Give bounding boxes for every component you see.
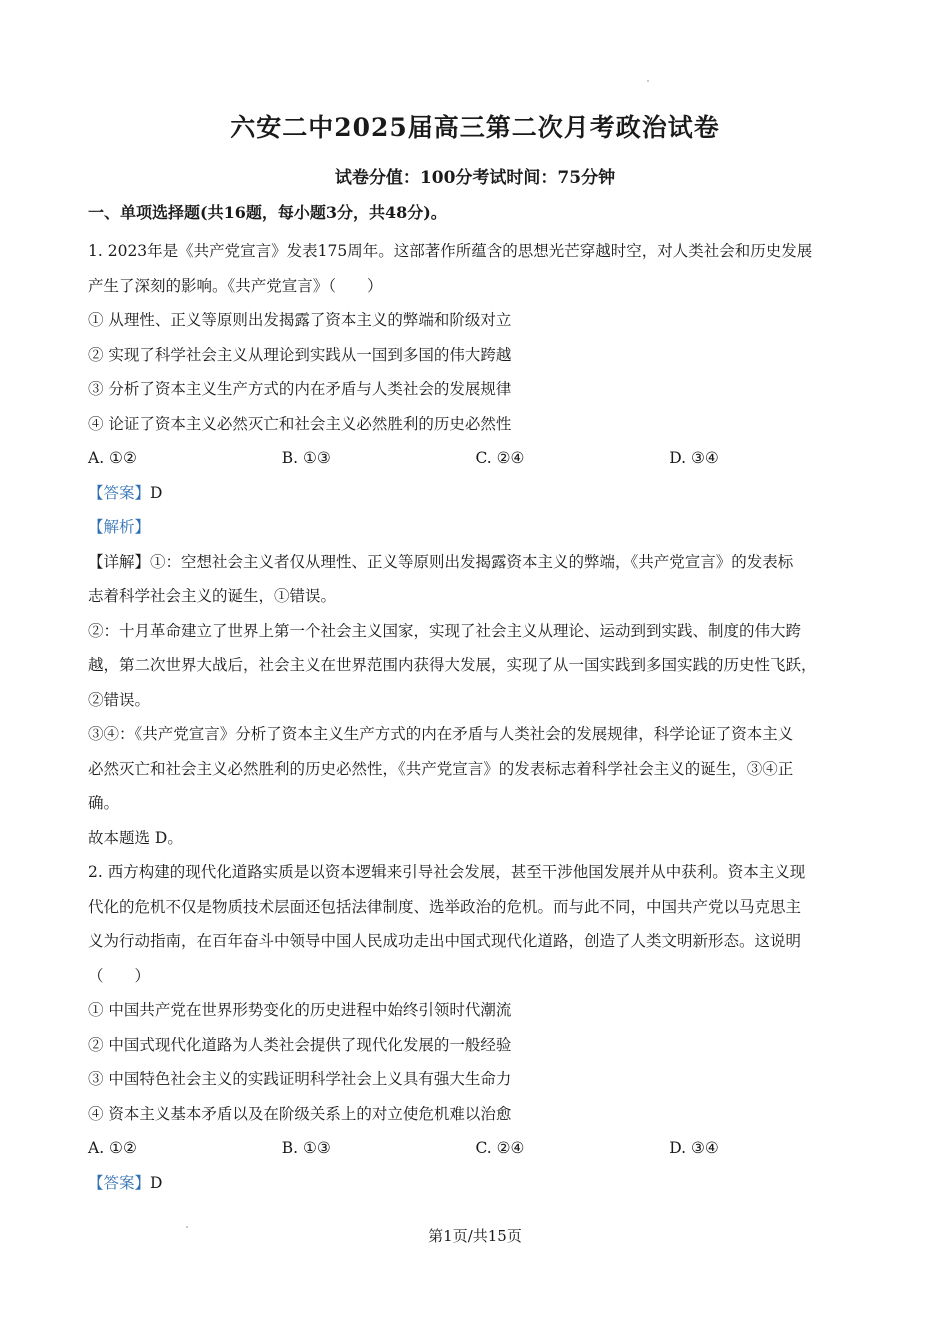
analysis-tag: 【解析】 (88, 518, 151, 536)
option-d: D. ③④ (669, 449, 719, 467)
answer-value: D (150, 483, 163, 502)
answer-options (88, 1131, 863, 1166)
detail-tag: 【详解】 (88, 552, 151, 571)
option-b: B. ①③ (281, 449, 331, 467)
detail-text: 必然灭亡和社会主义必然胜利的历史必然性，《共产党宣言》的发表标志着科学社会主义的诞生，③④正 (88, 759, 794, 778)
scan-dot (647, 80, 649, 82)
statement-item: ③ 中国特色社会主义的实践证明科学社会上义具有强大生命力 (88, 1070, 512, 1088)
detail-text: 志着科学社会主义的诞生，①错误。 (88, 587, 337, 605)
answer-tag: 【答案】 (88, 483, 151, 502)
option-c: C. ②④ (475, 1139, 525, 1157)
page-number: 第1页/共15页 (428, 1227, 522, 1245)
page-title: 六安二中2025届高三第二次月考政治试卷 (230, 113, 720, 142)
question-1 (88, 234, 863, 855)
detail-line (88, 545, 863, 580)
answer-tag: 【答案】 (88, 1173, 151, 1192)
detail-text: ②错误。 (88, 690, 151, 709)
answer-line (88, 476, 863, 511)
option-a: A. ①② (88, 1139, 137, 1157)
detail-text: ②：十月革命建立了世界上第一个社会主义国家，实现了社会主义从理论、运动到到实践、制度的伟大跨 (88, 621, 802, 640)
option-d: D. ③④ (669, 1139, 719, 1157)
question-stem: 1. 2023年是《共产党宣言》发表175周年。这部著作所蕴含的思想光芒穿越时空，对人类社会和历史发展 (88, 242, 813, 260)
question-stem: （ ） (88, 966, 151, 985)
answer-line (88, 1166, 863, 1201)
detail-text: 故本题选 D。 (88, 828, 183, 847)
section-title: 一、单项选择题(共16题，每小题3分，共48分)。 (88, 203, 447, 222)
question-stem: 2. 西方构建的现代化道路实质是以资本逻辑来引导社会发展，甚至干涉他国发展并从中获利。资本主义现 (88, 863, 806, 881)
answer-options (88, 441, 863, 476)
main-content (88, 200, 863, 1200)
question-stem: 代化的危机不仅是物质技术层面还包括法律制度、选举政治的危机。而与此不同，中国共产党以马克思主 (88, 897, 802, 916)
question-stem: 产生了深刻的影响。《共产党宣言》（ ） (88, 276, 383, 295)
detail-text: ①：空想社会主义者仅从理性、正义等原则出发揭露资本主义的弊端，《共产党宣言》的发表标 (150, 552, 794, 571)
question-stem: 义为行动指南，在百年奋斗中领导中国人民成功走出中国式现代化道路，创造了人类文明新形态。这说明 (88, 932, 802, 950)
statement-item: ④ 资本主义基本矛盾以及在阶级关系上的对立使危机难以治愈 (88, 1104, 512, 1123)
detail-text: 越，第二次世界大战后，社会主义在世界范围内获得大发展，实现了从一国实践到多国实践的历史性飞跃， (88, 656, 817, 674)
option-c: C. ②④ (475, 449, 525, 467)
analysis-line (88, 510, 863, 545)
detail-text: ③④：《共产党宣言》分析了资本主义生产方式的内在矛盾与人类社会的发展规律，科学论证了资本主义 (88, 725, 794, 743)
question-2 (88, 855, 863, 1200)
option-b: B. ①③ (281, 1139, 331, 1157)
answer-value: D (150, 1173, 163, 1192)
statement-item: ③ 分析了资本主义生产方式的内在矛盾与人类社会的发展规律 (88, 380, 512, 398)
detail-text: 确。 (88, 794, 120, 812)
statement-item: ④ 论证了资本主义必然灭亡和社会主义必然胜利的历史必然性 (88, 414, 512, 433)
statement-item: ① 从理性、正义等原则出发揭露了资本主义的弊端和阶级对立 (88, 311, 512, 329)
statement-item: ① 中国共产党在世界形势变化的历史进程中始终引领时代潮流 (88, 1001, 512, 1019)
option-a: A. ①② (88, 449, 137, 467)
statement-item: ② 实现了科学社会主义从理论到实践从一国到多国的伟大跨越 (88, 345, 512, 364)
exam-info: 试卷分值：100分考试时间：75分钟 (334, 168, 616, 188)
statement-item: ② 中国式现代化道路为人类社会提供了现代化发展的一般经验 (88, 1035, 512, 1054)
